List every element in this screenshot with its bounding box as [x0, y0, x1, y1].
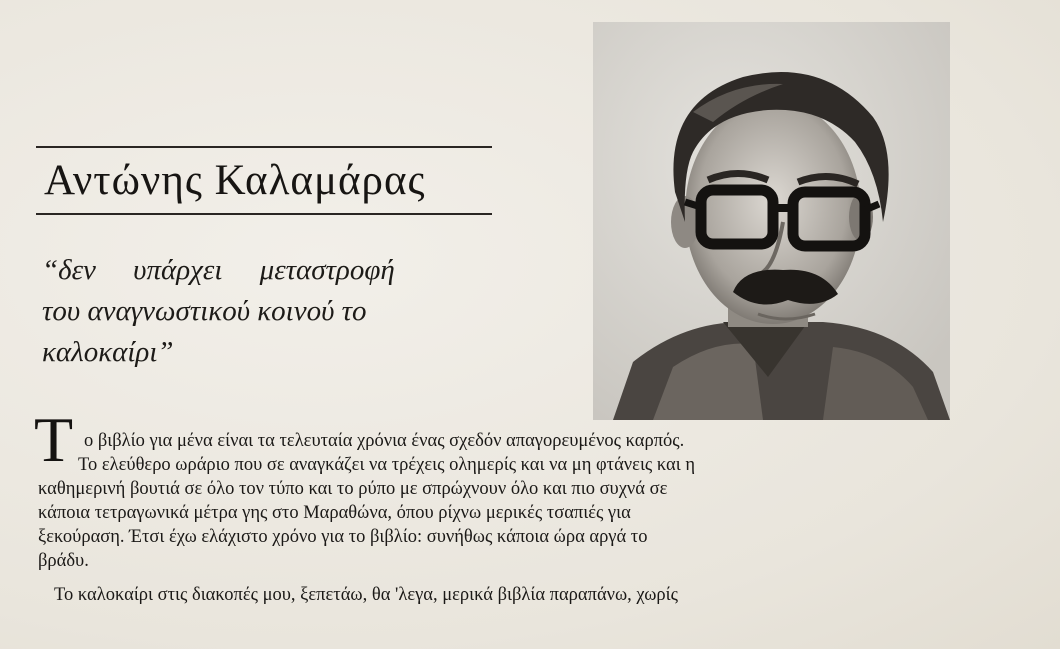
title-rule-bottom	[36, 213, 492, 215]
body-line: Το ελεύθερο ωράριο που σε αναγκάζει να τρέχεις ολημερίς και να μη φτάνεις και η	[78, 455, 695, 475]
title-rule-top	[36, 146, 492, 148]
author-name: Αντώνης Καλαμάρας	[44, 157, 426, 204]
body-line: καθημερινή βουτιά σε όλο τον τύπο και το ρύπο με σπρώχνουν όλο και πιο συχνά σε	[38, 479, 668, 499]
pull-quote-line: “δεν υπάρχει μεταστροφή	[42, 254, 395, 286]
drop-cap: Τ	[34, 404, 74, 475]
author-portrait-photo	[593, 22, 950, 420]
body-line: ξεκούραση. Έτσι έχω ελάχιστο χρόνο για το βιβλίο: συνήθως κάποια ώρα αργά το	[38, 527, 648, 547]
pull-quote-line: καλοκαίρι”	[42, 336, 174, 368]
body-line: ο βιβλίο για μένα είναι τα τελευταία χρόνια ένας σχεδόν απαγορευμένος καρπός.	[84, 431, 685, 451]
pull-quote	[42, 250, 562, 373]
body-line: βράδυ.	[38, 551, 89, 571]
body-line: κάποια τετραγωνικά μέτρα γης στο Μαραθώνα, όπου ρίχνω μερικές τσαπιές για	[38, 503, 631, 523]
body-line: Το καλοκαίρι στις διακοπές μου, ξεπετάω, θα 'λεγα, μερικά βιβλία παραπάνω, χωρίς	[54, 585, 678, 605]
pull-quote-line: του αναγνωστικού κοινού το	[42, 295, 367, 327]
